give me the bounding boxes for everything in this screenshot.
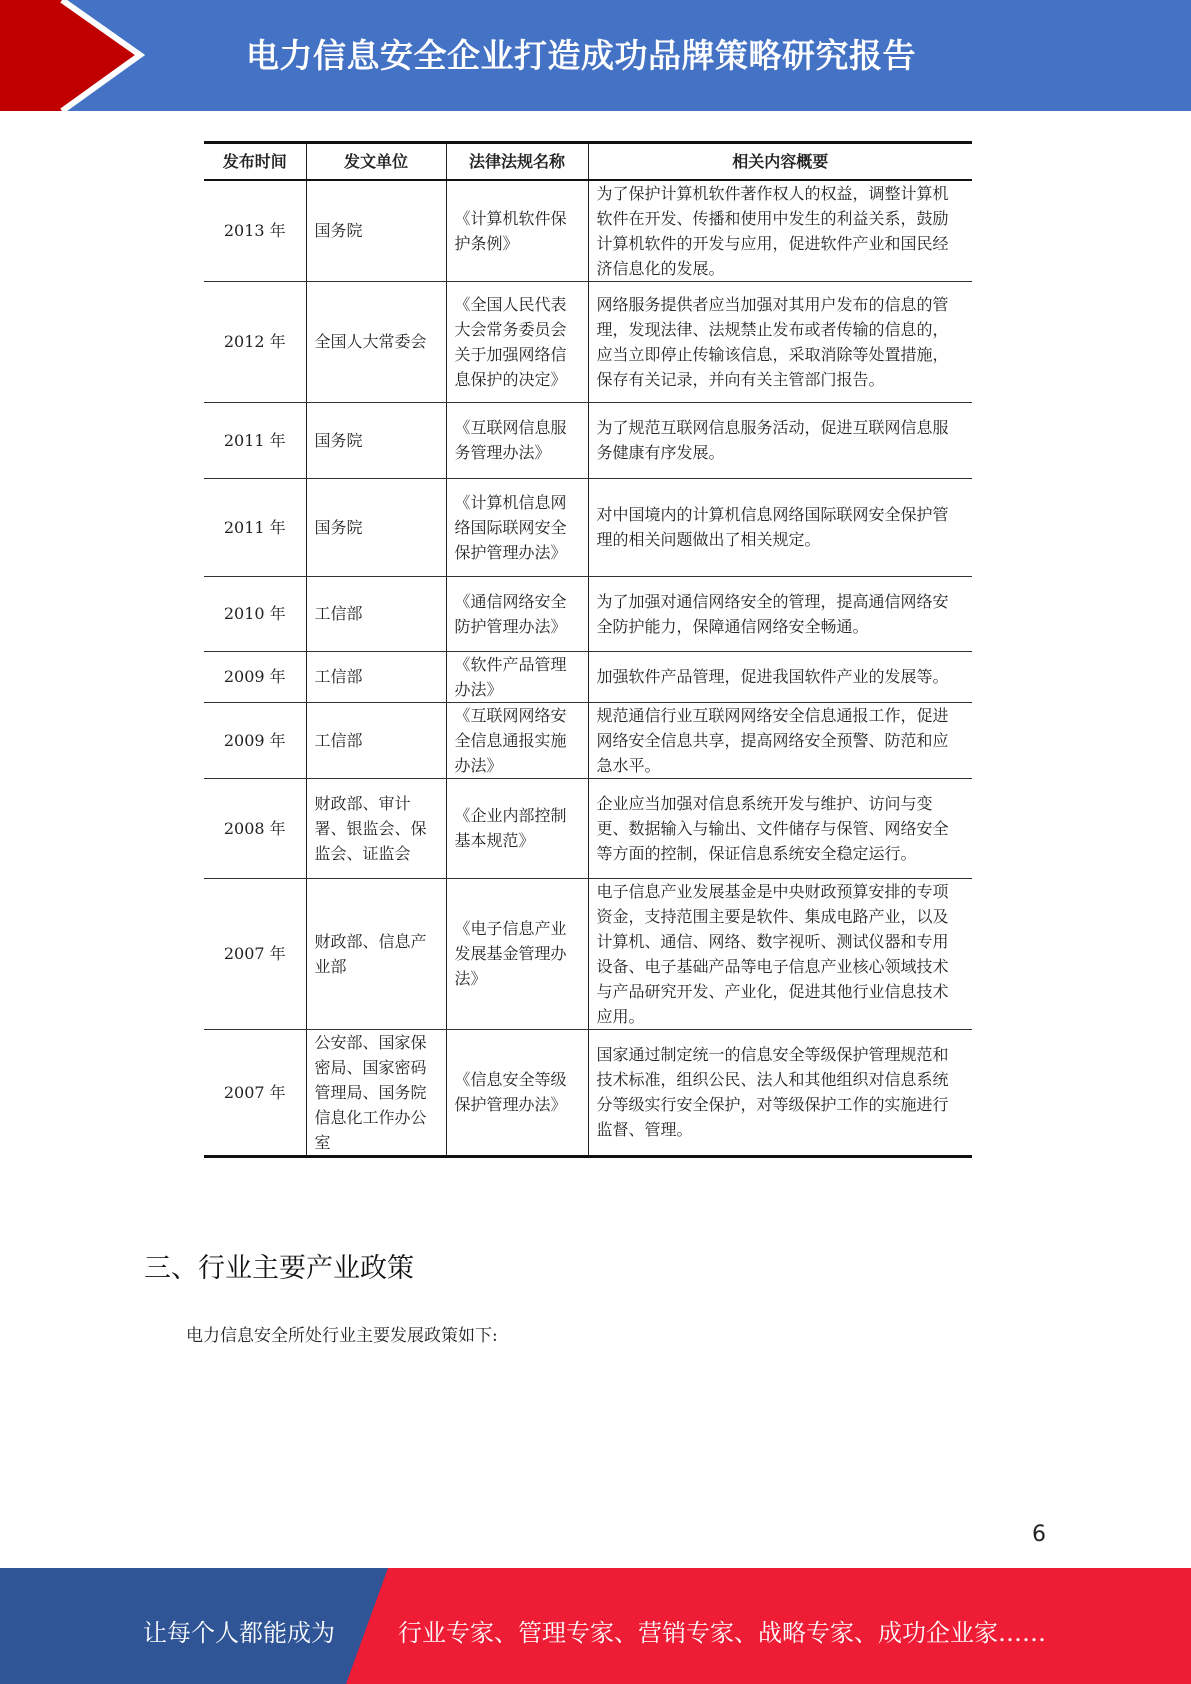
regulation-name-cell: 《计算机信息网络国际联网安全保护管理办法》 — [446, 478, 588, 576]
issuer-cell: 工信部 — [306, 651, 446, 702]
issuer-cell: 国务院 — [306, 478, 446, 576]
issuer-cell: 财政部、审计署、银监会、保监会、证监会 — [306, 778, 446, 878]
table-header-row — [204, 143, 972, 180]
regulation-name-cell: 《互联网网络安全信息通报实施办法》 — [446, 702, 588, 778]
table-row — [204, 878, 972, 1029]
summary-cell: 网络服务提供者应当加强对其用户发布的信息的管理，发现法律、法规禁止发布或者传输的信息的，应当立即停止传输该信息，采取消除等处置措施，保存有关记录，并向有关主管部门报告。 — [588, 281, 972, 402]
footer-slogan-right: 行业专家、管理专家、营销专家、战略专家、成功企业家…… — [398, 1619, 1046, 1647]
year-cell: 2012 年 — [204, 281, 306, 402]
table-row — [204, 576, 972, 651]
year-cell: 2013 年 — [204, 180, 306, 282]
summary-cell: 对中国境内的计算机信息网络国际联网安全保护管理的相关问题做出了相关规定。 — [588, 478, 972, 576]
table-row — [204, 180, 972, 282]
summary-cell: 为了加强对通信网络安全的管理，提高通信网络安全防护能力，保障通信网络安全畅通。 — [588, 576, 972, 651]
table-row — [204, 651, 972, 702]
summary-cell: 企业应当加强对信息系统开发与维护、访问与变更、数据输入与输出、文件储存与保管、网络安全等方面的控制，保证信息系统安全稳定运行。 — [588, 778, 972, 878]
section-heading: 三、行业主要产业政策 — [144, 1253, 414, 1284]
regulation-name-cell: 《电子信息产业发展基金管理办法》 — [446, 878, 588, 1029]
page-number: 6 — [1032, 1522, 1046, 1547]
issuer-cell: 工信部 — [306, 702, 446, 778]
year-cell: 2011 年 — [204, 478, 306, 576]
regulations-table — [204, 141, 972, 1158]
column-header: 法律法规名称 — [446, 143, 588, 180]
regulation-name-cell: 《软件产品管理办法》 — [446, 651, 588, 702]
column-header: 发布时间 — [204, 143, 306, 180]
column-header: 发文单位 — [306, 143, 446, 180]
table-row — [204, 1029, 972, 1156]
summary-cell: 电子信息产业发展基金是中央财政预算安排的专项资金，支持范围主要是软件、集成电路产业，以及计算机、通信、网络、数字视听、测试仪器和专用设备、电子基础产品等电子信息产业核心领域技术与产品研究开发、产业化，促进其他行业信息技术应用。 — [588, 878, 972, 1029]
issuer-cell: 国务院 — [306, 402, 446, 478]
page-title: 电力信息安全企业打造成功品牌策略研究报告 — [246, 36, 916, 75]
summary-cell: 为了保护计算机软件著作权人的权益，调整计算机软件在开发、传播和使用中发生的利益关系，鼓励计算机软件的开发与应用，促进软件产业和国民经济信息化的发展。 — [588, 180, 972, 282]
issuer-cell: 财政部、信息产业部 — [306, 878, 446, 1029]
section-paragraph: 电力信息安全所处行业主要发展政策如下: — [186, 1326, 498, 1346]
summary-cell: 为了规范互联网信息服务活动，促进互联网信息服务健康有序发展。 — [588, 402, 972, 478]
summary-cell: 加强软件产品管理，促进我国软件产业的发展等。 — [588, 651, 972, 702]
table-row — [204, 702, 972, 778]
table-row — [204, 778, 972, 878]
table-row — [204, 402, 972, 478]
table-row — [204, 281, 972, 402]
year-cell: 2011 年 — [204, 402, 306, 478]
footer-slogan-left: 让每个人都能成为 — [143, 1619, 335, 1647]
year-cell: 2007 年 — [204, 878, 306, 1029]
summary-cell: 国家通过制定统一的信息安全等级保护管理规范和技术标准，组织公民、法人和其他组织对信息系统分等级实行安全保护，对等级保护工作的实施进行监督、管理。 — [588, 1029, 972, 1156]
chevron-decoration-icon — [0, 0, 160, 111]
issuer-cell: 工信部 — [306, 576, 446, 651]
footer-banner — [0, 1568, 1191, 1684]
summary-cell: 规范通信行业互联网网络安全信息通报工作，促进网络安全信息共享，提高网络安全预警、防范和应急水平。 — [588, 702, 972, 778]
year-cell: 2009 年 — [204, 651, 306, 702]
year-cell: 2010 年 — [204, 576, 306, 651]
regulation-name-cell: 《企业内部控制基本规范》 — [446, 778, 588, 878]
regulation-name-cell: 《通信网络安全防护管理办法》 — [446, 576, 588, 651]
issuer-cell: 全国人大常委会 — [306, 281, 446, 402]
column-header: 相关内容概要 — [588, 143, 972, 180]
regulation-name-cell: 《计算机软件保护条例》 — [446, 180, 588, 282]
year-cell: 2009 年 — [204, 702, 306, 778]
regulation-name-cell: 《信息安全等级保护管理办法》 — [446, 1029, 588, 1156]
year-cell: 2008 年 — [204, 778, 306, 878]
header-banner — [0, 0, 1191, 111]
issuer-cell: 公安部、国家保密局、国家密码管理局、国务院信息化工作办公室 — [306, 1029, 446, 1156]
regulation-name-cell: 《全国人民代表大会常务委员会关于加强网络信息保护的决定》 — [446, 281, 588, 402]
year-cell: 2007 年 — [204, 1029, 306, 1156]
issuer-cell: 国务院 — [306, 180, 446, 282]
table-row — [204, 478, 972, 576]
regulation-name-cell: 《互联网信息服务管理办法》 — [446, 402, 588, 478]
